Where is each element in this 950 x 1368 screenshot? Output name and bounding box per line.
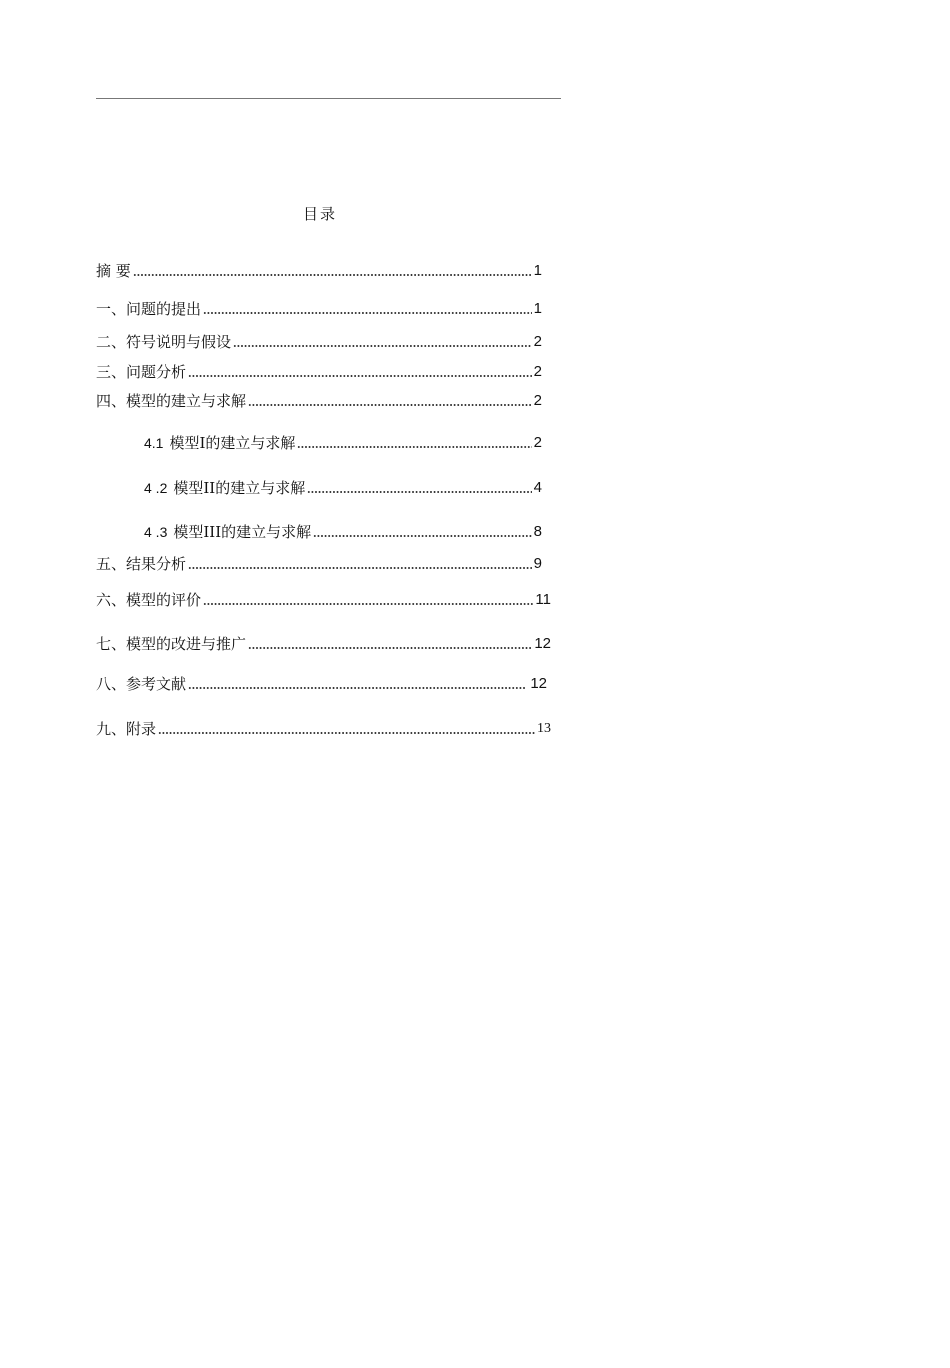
toc-entry-abstract[interactable] — [96, 260, 542, 282]
toc-entry-number: 4.1 — [144, 435, 164, 451]
toc-leader-dots — [158, 731, 535, 735]
toc-leader-dots — [203, 311, 532, 315]
toc-entry-label: 九、附录 — [96, 720, 157, 738]
toc-entry-problem-analysis[interactable] — [96, 361, 542, 383]
toc-entry-label — [144, 432, 295, 454]
toc-entry-label: 七、模型的改进与推广 — [96, 635, 247, 653]
toc-entry-label — [144, 521, 311, 543]
toc-entry-label: 二、符号说明与假设 — [96, 333, 232, 351]
toc-page-number: 8 — [533, 523, 542, 540]
toc-leader-dots — [248, 403, 532, 407]
toc-leader-dots — [188, 374, 532, 378]
toc-page-number: 12 — [534, 635, 551, 652]
toc-leader-dots — [203, 602, 533, 606]
toc-entry-number: 4 .2 — [144, 480, 168, 496]
toc-leader-dots — [133, 273, 532, 277]
toc-page-number: 2 — [533, 333, 542, 350]
toc-entry-model-2[interactable] — [144, 477, 542, 499]
toc-entry-model-evaluation[interactable] — [96, 589, 551, 611]
toc-entry-references[interactable] — [96, 673, 547, 695]
toc-entry-label: 四、模型的建立与求解 — [96, 392, 247, 410]
toc-entry-label: 八、参考文献 — [96, 675, 187, 693]
toc-leader-dots — [307, 490, 531, 494]
toc-entry-label: 一、问题的提出 — [96, 300, 202, 318]
toc-entry-appendix[interactable] — [96, 718, 551, 740]
toc-entry-model-building[interactable] — [96, 390, 542, 412]
toc-page-number: 1 — [533, 262, 542, 279]
toc-page-number: 1 — [533, 300, 542, 317]
toc-page-number: 9 — [533, 555, 542, 572]
toc-page-number: 13 — [537, 721, 551, 736]
toc-entry-model-3[interactable] — [144, 521, 542, 543]
header-rule — [96, 98, 561, 99]
toc-entry-label — [144, 477, 305, 499]
toc-entry-label: 摘 要 — [96, 262, 131, 280]
toc-entry-model-1[interactable] — [144, 432, 542, 454]
toc-entry-result-analysis[interactable] — [96, 553, 542, 575]
toc-page-number: 2 — [533, 434, 542, 451]
toc-entry-title: 模型III的建立与求解 — [173, 523, 312, 541]
toc-entry-title: 模型II的建立与求解 — [173, 479, 306, 497]
toc-page-number: 4 — [533, 479, 542, 496]
toc-leader-dots — [248, 646, 532, 650]
toc-leader-dots — [188, 686, 525, 690]
toc-title: 目录 — [302, 205, 337, 223]
toc-leader-dots — [233, 344, 532, 348]
toc-page-number: 2 — [533, 392, 542, 409]
toc-page-number: 2 — [533, 363, 542, 380]
toc-entry-label: 三、问题分析 — [96, 363, 187, 381]
toc-entry-number: 4 .3 — [144, 524, 168, 540]
toc-entry-problem-statement[interactable] — [96, 298, 542, 320]
toc-leader-dots — [297, 445, 531, 449]
toc-page-number: 12 — [530, 675, 547, 692]
toc-entry-model-improvement[interactable] — [96, 633, 551, 655]
toc-entry-label: 五、结果分析 — [96, 555, 187, 573]
toc-entry-title: 模型I的建立与求解 — [169, 434, 296, 452]
toc-leader-dots — [188, 566, 532, 570]
toc-page-number: 11 — [535, 591, 551, 608]
toc-entry-label: 六、模型的评价 — [96, 591, 202, 609]
toc-entry-symbols-assumptions[interactable] — [96, 331, 542, 353]
toc-leader-dots — [313, 534, 532, 538]
